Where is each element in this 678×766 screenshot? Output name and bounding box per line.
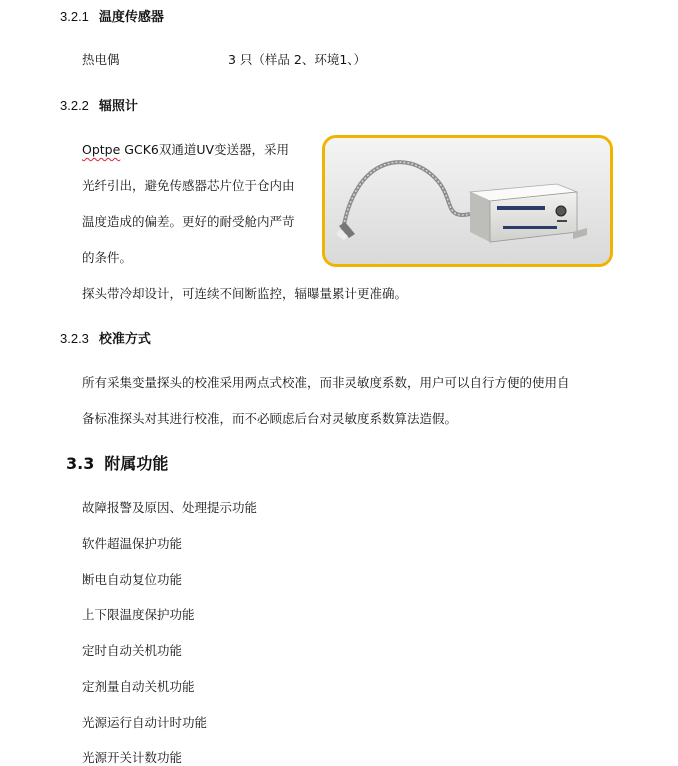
section-title: 温度传感器 — [98, 10, 164, 25]
feature-item: 光源开关计数功能 — [82, 750, 183, 765]
feature-item: 上下限温度保护功能 — [82, 607, 195, 622]
thermocouple-value: 3 只（样品 2、环境1、） — [228, 52, 367, 67]
device-connector — [556, 206, 566, 216]
section-number: 3.3 — [66, 454, 95, 473]
brand-name: Optpe — [82, 142, 121, 157]
calibration-line-2: 备标准探头对其进行校准，而不必顾虑后台对灵敏度系数算法造假。 — [82, 411, 458, 426]
feature-item: 断电自动复位功能 — [82, 572, 183, 587]
uv-transmitter-image — [325, 138, 610, 264]
section-title: 辐照计 — [98, 99, 138, 114]
heading-3-3 — [66, 451, 168, 474]
feature-item: 软件超温保护功能 — [82, 536, 183, 551]
device-label — [497, 206, 545, 210]
heading-3-2-1 — [60, 6, 164, 25]
thermocouple-label: 热电偶 — [82, 52, 120, 67]
radiometer-line-4: 的条件。 — [82, 250, 133, 265]
product-photo — [322, 135, 613, 267]
section-number: 3.2.3 — [60, 331, 89, 346]
radiometer-line-5: 探头带冷却设计，可连续不间断监控，辐曝量累计更准确。 — [82, 286, 408, 301]
section-title: 校准方式 — [98, 332, 151, 347]
radiometer-line-3: 温度造成的偏差。更好的耐受舱内严苛 — [82, 214, 295, 229]
radiometer-line-1 — [82, 140, 289, 158]
feature-item: 定时自动关机功能 — [82, 643, 183, 658]
calibration-line-1: 所有采集变量探头的校准采用两点式校准，而非灵敏度系数，用户可以自行方便的使用自 — [82, 375, 570, 390]
feature-item: 故障报警及原因、处理提示功能 — [82, 500, 258, 515]
heading-3-2-3 — [60, 328, 151, 347]
section-title: 附属功能 — [104, 454, 169, 473]
section-number: 3.2.2 — [60, 98, 89, 113]
radiometer-line-2: 光纤引出，避免传感器芯片位于仓内由 — [82, 178, 295, 193]
radiometer-line-1-rest: GCK6双通道UV变送器，采用 — [120, 142, 290, 157]
section-number: 3.2.1 — [60, 9, 89, 24]
device-label — [503, 226, 557, 229]
heading-3-2-2 — [60, 95, 138, 114]
feature-item: 光源运行自动计时功能 — [82, 715, 208, 730]
feature-item: 定剂量自动关机功能 — [82, 679, 195, 694]
